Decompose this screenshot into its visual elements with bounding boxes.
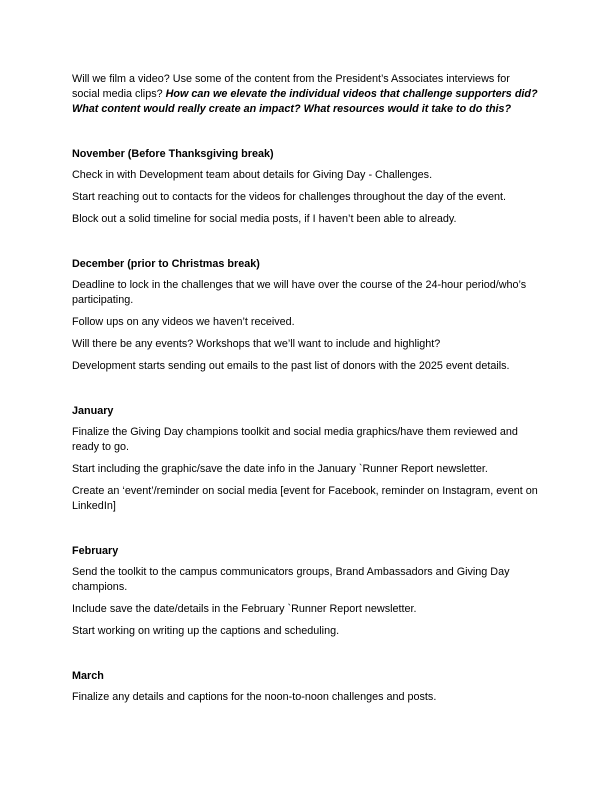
list-item: Send the toolkit to the campus communicators groups, Brand Ambassadors and Giving Day champions. [72,566,510,593]
section-heading: December (prior to Christmas break) [72,258,260,270]
section-january [72,404,540,514]
list-item: Create an ‘event’/reminder on social media [event for Facebook, reminder on Instagram, event on LinkedIn] [72,485,538,512]
section-march [72,669,540,705]
section-november [72,147,540,227]
list-item: Deadline to lock in the challenges that we will have over the course of the 24-hour period/who’s participating. [72,279,527,306]
list-item: Development starts sending out emails to the past list of donors with the 2025 event details. [72,360,510,372]
section-heading: January [72,405,114,417]
section-february [72,544,540,639]
section-heading: November (Before Thanksgiving break) [72,148,274,160]
list-item: Finalize the Giving Day champions toolkit and social media graphics/have them reviewed and ready to go. [72,426,518,453]
section-december [72,257,540,374]
list-item: Start working on writing up the captions and scheduling. [72,625,340,637]
list-item: Follow ups on any videos we haven’t received. [72,316,295,328]
section-heading: February [72,545,119,557]
list-item: Start reaching out to contacts for the videos for challenges throughout the day of the event. [72,191,506,203]
list-item: Check in with Development team about details for Giving Day - Challenges. [72,169,433,181]
section-heading: March [72,670,104,682]
intro-paragraph [72,72,540,117]
list-item: Start including the graphic/save the date info in the January `Runner Report newsletter. [72,463,488,475]
list-item: Will there be any events? Workshops that we’ll want to include and highlight? [72,338,441,350]
list-item: Block out a solid timeline for social media posts, if I haven’t been able to already. [72,213,457,225]
list-item: Finalize any details and captions for the noon-to-noon challenges and posts. [72,691,437,703]
intro-text: Will we film a video? Use some of the content from the President’s Associates interviews for social media clips? [72,73,510,100]
list-item: Include save the date/details in the February `Runner Report newsletter. [72,603,417,615]
intro-question: How can we elevate the individual videos that challenge supporters did? What content would really create an impact? What resources would it take to do this? [72,88,538,115]
